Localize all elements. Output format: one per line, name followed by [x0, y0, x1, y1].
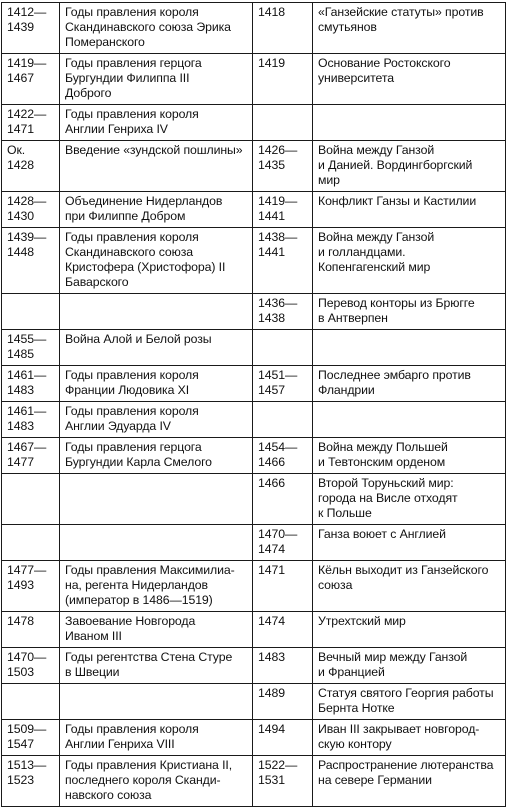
right-event-cell: Последнее эмбарго против Фландрии: [313, 366, 506, 402]
right-event-cell: Вечный мир между Ганзой и Францией: [313, 648, 506, 684]
right-date-cell: 1483: [253, 648, 313, 684]
table-row: [2, 3, 506, 54]
left-date-cell: 1461— 1483: [2, 402, 60, 438]
right-date-cell: 1451— 1457: [253, 366, 313, 402]
right-event-cell: Война между Ганзой и голландцами. Копенгагенский мир: [313, 228, 506, 294]
right-date-cell: [253, 105, 313, 141]
left-date-cell: 1428— 1430: [2, 192, 60, 228]
right-date-cell: [253, 330, 313, 366]
right-date-cell: 1466: [253, 474, 313, 525]
left-event-cell: Годы правления короля Франции Людовика XI: [60, 366, 253, 402]
left-date-cell: 1412— 1439: [2, 3, 60, 54]
right-event-cell: Война между Ганзой и Данией. Вордингборгский мир: [313, 141, 506, 192]
left-event-cell: Завоевание Новгорода Иваном III: [60, 612, 253, 648]
left-date-cell: 1439— 1448: [2, 228, 60, 294]
left-event-cell: Годы правления Максимилиа- на, регента Нидерландов (император в 1486—1519): [60, 561, 253, 612]
right-event-cell: Кёльн выходит из Ганзейского союза: [313, 561, 506, 612]
right-event-cell: [313, 402, 506, 438]
left-event-cell: Годы регентства Стена Стуре в Швеции: [60, 648, 253, 684]
left-date-cell: 1461— 1483: [2, 366, 60, 402]
left-event-cell: Годы правления короля Англии Генриха IV: [60, 105, 253, 141]
table-row: [2, 525, 506, 561]
right-event-cell: Статуя святого Георгия работы Бернта Нотке: [313, 684, 506, 720]
chronology-table-body: [2, 3, 506, 807]
table-row: [2, 192, 506, 228]
right-date-cell: 1489: [253, 684, 313, 720]
table-row: [2, 561, 506, 612]
right-date-cell: 1494: [253, 720, 313, 756]
right-event-cell: Война между Польшей и Тевтонским орденом: [313, 438, 506, 474]
left-date-cell: [2, 294, 60, 330]
right-event-cell: Распространение лютеранства на севере Германии: [313, 756, 506, 807]
table-row: [2, 105, 506, 141]
left-event-cell: Годы правления короля Скандинавского союза Кристофера (Христофора) II Баварского: [60, 228, 253, 294]
left-event-cell: [60, 525, 253, 561]
table-row: [2, 612, 506, 648]
table-row: [2, 330, 506, 366]
right-date-cell: 1474: [253, 612, 313, 648]
left-date-cell: 1509— 1547: [2, 720, 60, 756]
right-event-cell: [313, 105, 506, 141]
table-row: [2, 402, 506, 438]
left-date-cell: 1477— 1493: [2, 561, 60, 612]
right-date-cell: 1470— 1474: [253, 525, 313, 561]
right-event-cell: [313, 330, 506, 366]
table-row: [2, 141, 506, 192]
table-row: [2, 720, 506, 756]
right-date-cell: 1471: [253, 561, 313, 612]
left-event-cell: Введение «зундской пошлины»: [60, 141, 253, 192]
table-row: [2, 54, 506, 105]
right-event-cell: Основание Ростокского университета: [313, 54, 506, 105]
left-date-cell: 1419— 1467: [2, 54, 60, 105]
left-event-cell: Война Алой и Белой розы: [60, 330, 253, 366]
table-row: [2, 294, 506, 330]
left-date-cell: 1478: [2, 612, 60, 648]
left-event-cell: Годы правления короля Англии Эдуарда IV: [60, 402, 253, 438]
right-date-cell: 1436— 1438: [253, 294, 313, 330]
left-date-cell: [2, 525, 60, 561]
right-date-cell: 1438— 1441: [253, 228, 313, 294]
chronology-table: [1, 2, 506, 807]
right-event-cell: Ганза воюет с Англией: [313, 525, 506, 561]
right-date-cell: 1426— 1435: [253, 141, 313, 192]
table-row: [2, 474, 506, 525]
right-date-cell: 1419— 1441: [253, 192, 313, 228]
right-date-cell: 1454— 1466: [253, 438, 313, 474]
left-event-cell: Годы правления герцога Бургундии Филиппа III Доброго: [60, 54, 253, 105]
left-event-cell: Объединение Нидерландов при Филиппе Добром: [60, 192, 253, 228]
table-row: [2, 366, 506, 402]
left-date-cell: [2, 474, 60, 525]
right-event-cell: Перевод конторы из Брюгге в Антверпен: [313, 294, 506, 330]
left-date-cell: 1470— 1503: [2, 648, 60, 684]
right-date-cell: 1522— 1531: [253, 756, 313, 807]
right-date-cell: 1419: [253, 54, 313, 105]
left-event-cell: [60, 474, 253, 525]
left-event-cell: Годы правления короля Англии Генриха VIII: [60, 720, 253, 756]
left-date-cell: Ок. 1428: [2, 141, 60, 192]
left-event-cell: Годы правления герцога Бургундии Карла Смелого: [60, 438, 253, 474]
left-event-cell: Годы правления Кристиана II, последнего короля Сканди- навского союза: [60, 756, 253, 807]
left-event-cell: Годы правления короля Скандинавского союза Эрика Померанского: [60, 3, 253, 54]
right-event-cell: «Ганзейские статуты» против смутьянов: [313, 3, 506, 54]
right-date-cell: 1418: [253, 3, 313, 54]
left-date-cell: [2, 684, 60, 720]
table-row: [2, 756, 506, 807]
right-event-cell: Иван III закрывает новгород- скую контору: [313, 720, 506, 756]
right-date-cell: [253, 402, 313, 438]
left-date-cell: 1422— 1471: [2, 105, 60, 141]
left-date-cell: 1467— 1477: [2, 438, 60, 474]
table-row: [2, 684, 506, 720]
table-row: [2, 228, 506, 294]
left-event-cell: [60, 294, 253, 330]
table-row: [2, 438, 506, 474]
right-event-cell: Утрехтский мир: [313, 612, 506, 648]
table-row: [2, 648, 506, 684]
left-date-cell: 1513— 1523: [2, 756, 60, 807]
right-event-cell: Второй Торуньский мир: города на Висле отходят к Польше: [313, 474, 506, 525]
left-date-cell: 1455— 1485: [2, 330, 60, 366]
left-event-cell: [60, 684, 253, 720]
right-event-cell: Конфликт Ганзы и Кастилии: [313, 192, 506, 228]
